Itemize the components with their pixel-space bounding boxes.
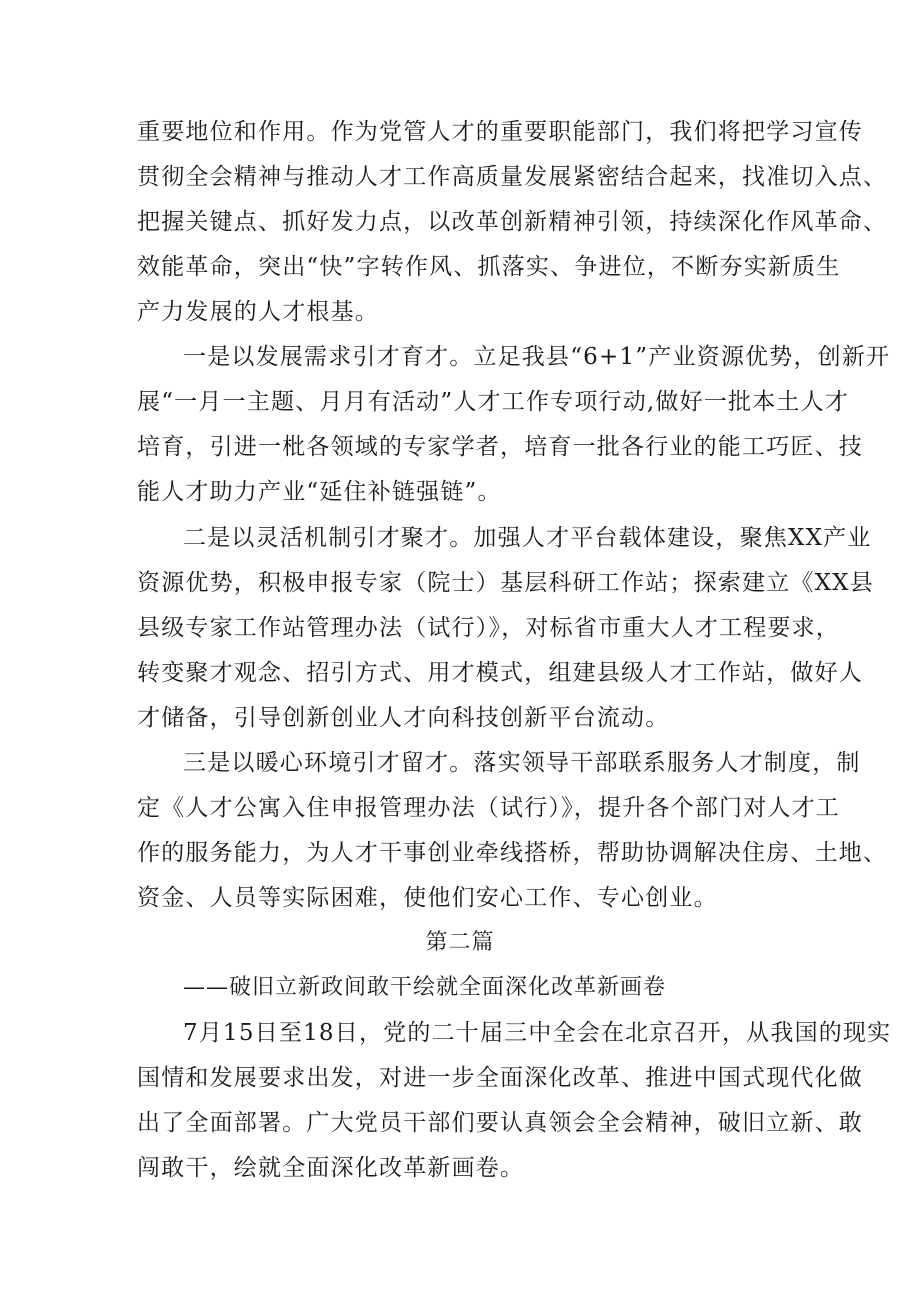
paragraph-line: 一是以发展需求引才育才。立足我县“6+1”产业资源优势，创新开 <box>183 344 891 370</box>
paragraph-line: 闯敢干，绘就全面深化改革新画卷。 <box>137 1155 525 1181</box>
paragraph-line: 效能革命，突出“快”字转作风、抓落实、争进位，不断夯实新质生 <box>137 254 841 280</box>
paragraph-line: 国情和发展要求出发，对进一步全面深化改革、推进中国式现代化做 <box>137 1065 863 1091</box>
section-title: 第二篇 <box>425 930 495 955</box>
paragraph-line: 二是以灵活机制引才聚才。加强人才平台载体建设，聚焦XX产业 <box>183 525 872 551</box>
paragraph-line: 培育，引进一枇各领域的专家学者，培育一批各行业的能工巧匠、技 <box>137 434 863 460</box>
paragraph-line: 作的服务能力，为人才干事创业牵线搭桥，帮助协调解决住房、土地、 <box>137 840 888 866</box>
paragraph-line: 7月15日至18日，党的二十届三中全会在北京召开，从我国的现实 <box>183 1020 892 1046</box>
section-subtitle: ——破旧立新政间敢干绘就全面深化改革新画卷 <box>183 975 667 1000</box>
paragraph-line: 重要地位和作用。作为党管人才的重要职能部门，我们将把学习宣传 <box>137 119 863 145</box>
paragraph-line: 展“一月一主题、月月有活动”人才工作专项行动,做好一批本土人才 <box>137 389 850 415</box>
paragraph-line: 资源优势，积极申报专家（院士）基层科研工作站；探索建立《XX县 <box>137 570 874 596</box>
paragraph-line: 出了全面部署。广大党员干部们要认真领会全会精神，破旧立新、敢 <box>137 1110 863 1136</box>
paragraph-line: 转变聚才观念、招引方式、用才模式，组建县级人才工作站，做好人 <box>137 660 863 686</box>
paragraph-line: 县级专家工作站管理办法（试行）》，对标省市重大人才工程要求， <box>137 615 840 641</box>
paragraph-line: 定《人才公寓入住申报管理办法（试行）》，提升各个部门对人才工 <box>137 795 840 821</box>
paragraph-line: 资金、人员等实际困难，使他们安心工作、专心创业。 <box>137 885 718 911</box>
paragraph-line: 才储备，引导创新创业人才向科技创新平台流动。 <box>137 705 670 731</box>
paragraph-line: 贯彻全会精神与推动人才工作高质量发展紧密结合起来，找准切入点、 <box>137 164 888 190</box>
paragraph-line: 三是以暖心环境引才留才。落实领导干部联系服务人才制度，制 <box>183 750 861 776</box>
paragraph-line: 能人才助力产业“延住补链强链”。 <box>137 479 502 505</box>
paragraph-line: 把握关键点、抓好发力点，以改革创新精神引领，持续深化作风革命、 <box>137 209 888 235</box>
paragraph-line: 产力发展的人才根基。 <box>137 299 379 325</box>
